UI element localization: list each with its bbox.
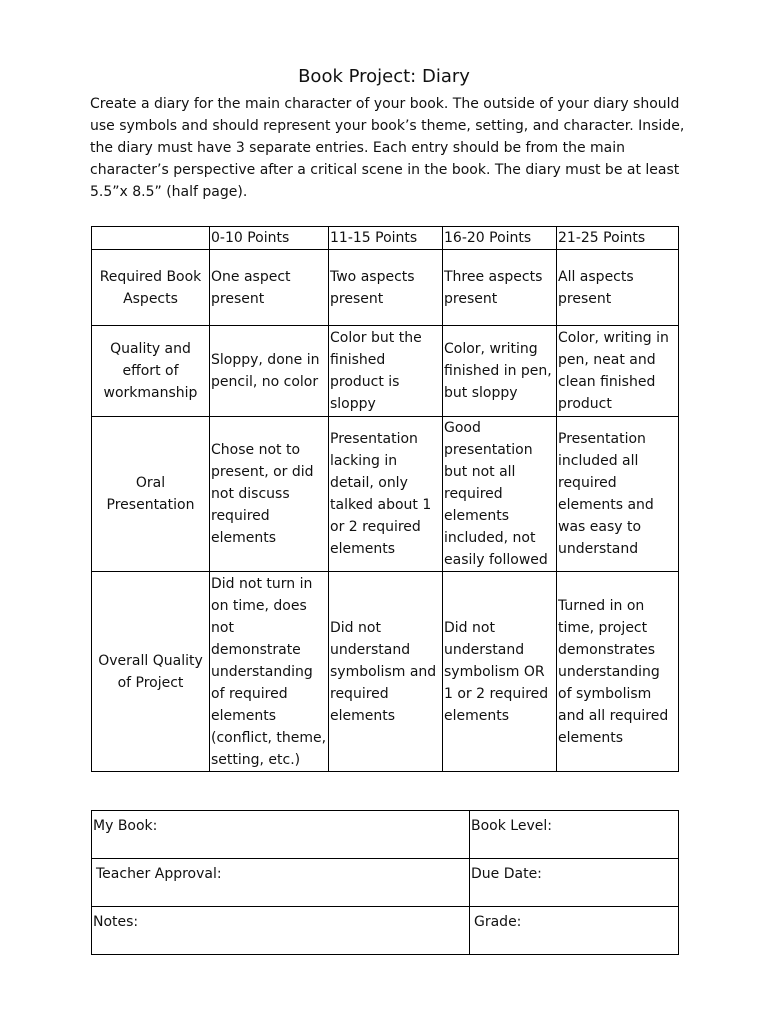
due-date-field: Due Date: — [470, 859, 679, 907]
rubric-cell: Did not understand symbolism and required elements — [329, 572, 443, 772]
rubric-cell: Presentation included all required elements and was easy to understand — [557, 417, 679, 572]
rubric-criterion: Required Book Aspects — [92, 250, 210, 326]
rubric-cell: Chose not to present, or did not discuss required elements — [210, 417, 329, 572]
rubric-cell: Two aspects present — [329, 250, 443, 326]
rubric-row-required-aspects — [92, 250, 679, 326]
rubric-cell: Good presentation but not all required elements included, not easily followed — [443, 417, 557, 572]
rubric-header-21-25: 21-25 Points — [557, 227, 679, 250]
rubric-header-row — [92, 227, 679, 250]
rubric-cell: One aspect present — [210, 250, 329, 326]
rubric-cell: Presentation lacking in detail, only talked about 1 or 2 required elements — [329, 417, 443, 572]
rubric-cell: Color, writing in pen, neat and clean finished product — [557, 326, 679, 417]
info-row — [92, 859, 679, 907]
rubric-criterion: Oral Presentation — [92, 417, 210, 572]
rubric-criterion: Overall Quality of Project — [92, 572, 210, 772]
rubric-cell: Sloppy, done in pencil, no color — [210, 326, 329, 417]
rubric-table — [91, 226, 679, 772]
info-row — [92, 907, 679, 955]
rubric-cell: Three aspects present — [443, 250, 557, 326]
teacher-approval-field: Teacher Approval: — [92, 859, 470, 907]
rubric-cell: Turned in on time, project demonstrates understanding of symbolism and all required elements — [557, 572, 679, 772]
my-book-field: My Book: — [92, 811, 470, 859]
project-instructions: Create a diary for the main character of your book. The outside of your diary should use symbols and should represent your book’s theme, setting, and character. Inside, the diary must have 3 separate entries. Each entry should be from the main character’s perspective after a critical scene in the book. The diary must be at least 5.5”x 8.5” (half page). — [90, 96, 685, 200]
notes-field: Notes: — [92, 907, 470, 955]
rubric-criterion: Quality and effort of workmanship — [92, 326, 210, 417]
rubric-header-blank — [92, 227, 210, 250]
grade-field: Grade: — [470, 907, 679, 955]
rubric-header-16-20: 16-20 Points — [443, 227, 557, 250]
project-info-table — [91, 810, 679, 955]
rubric-row-overall-quality — [92, 572, 679, 772]
rubric-row-oral-presentation — [92, 417, 679, 572]
rubric-cell: Color, writing finished in pen, but sloppy — [443, 326, 557, 417]
rubric-header-0-10: 0-10 Points — [210, 227, 329, 250]
page-title: Book Project: Diary — [298, 66, 470, 87]
rubric-row-quality-effort — [92, 326, 679, 417]
rubric-cell: Did not turn in on time, does not demonstrate understanding of required elements (conflict, theme, setting, etc.) — [210, 572, 329, 772]
rubric-cell: All aspects present — [557, 250, 679, 326]
rubric-cell: Color but the finished product is sloppy — [329, 326, 443, 417]
book-level-field: Book Level: — [470, 811, 679, 859]
info-row — [92, 811, 679, 859]
rubric-cell: Did not understand symbolism OR 1 or 2 required elements — [443, 572, 557, 772]
rubric-header-11-15: 11-15 Points — [329, 227, 443, 250]
